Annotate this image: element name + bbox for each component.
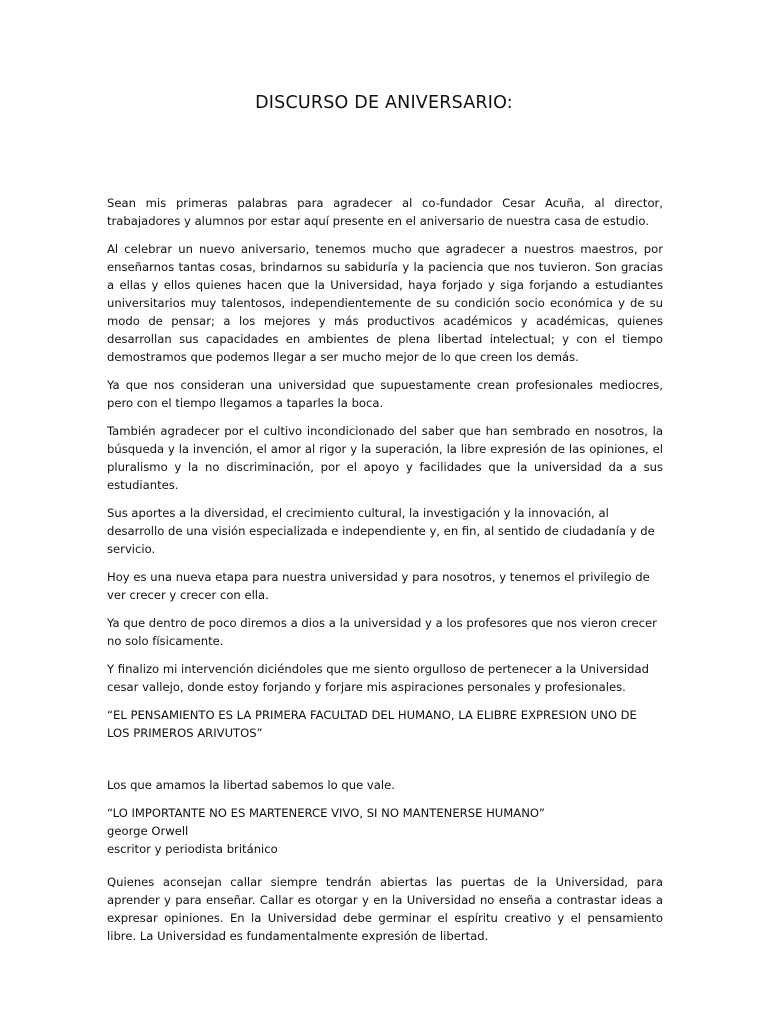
quote-author: george Orwell [107, 824, 189, 838]
paragraph-celebration: Al celebrar un nuevo aniversario, tenemos mucho que agradecer a nuestros maestros, por enseñarnos tantas cosas, brindarnos su sabiduría y la paciencia que nos tuvieron. Son gracias a ellas y ellos quienes hacen que la Universidad, haya forjado y siga forjando a estudiantes universitarios muy talentosos, independientemente de su condición socio económica y de su modo de pensar; a los mejores y más productivos académicos y académicas, quienes desarrollan sus capacidades en ambientes de plena libertad intelectual; y con el tiempo demostramos que podemos llegar a ser mucho mejor de lo que creen los demás. [107, 242, 663, 364]
paragraph-gratitude: También agradecer por el cultivo incondicionado del saber que han sembrado en nosotros, la búsqueda y la invención, el amor al rigor y la superación, la libre expresión de las opiniones, el pluralismo y la no discriminación, por el apoyo y facilidades que la universidad da a sus estudiantes. [107, 424, 663, 492]
document-body [107, 194, 663, 955]
paragraph-farewell: Ya que dentro de poco diremos a dios a la universidad y a los profesores que nos vieron crecer no solo físicamente. [107, 616, 657, 648]
quote-author-description: escritor y periodista británico [107, 842, 278, 856]
paragraph-university-freedom: Quienes aconsejan callar siempre tendrán abiertas las puertas de la Universidad, para aprender y para enseñar. Callar es otorgar y en la Universidad no enseña a contrastar ideas a expresar opiniones. En la Universidad debe germinar el espíritu creativo y el pensamiento libre. La Universidad es fundamentalmente expresión de libertad. [107, 875, 663, 943]
paragraph-contributions: Sus aportes a la diversidad, el crecimiento cultural, la investigación y la innovación, al desarrollo de una visión especializada e independiente y, en fin, al sentido de ciudadanía y de servicio. [107, 506, 655, 556]
spacer [107, 752, 663, 776]
quote-orwell: “LO IMPORTANTE NO ES MARTENERCE VIVO, SI NO MANTENERSE HUMANO” [107, 806, 545, 820]
paragraph-new-stage: Hoy es una nueva etapa para nuestra universidad y para nosotros, y tenemos el privilegio de ver crecer y crecer con ella. [107, 570, 650, 602]
document-title: DISCURSO DE ANIVERSARIO: [255, 93, 513, 113]
paragraph-freedom: Los que amamos la libertad sabemos lo que vale. [107, 778, 395, 792]
quote-thought: “EL PENSAMIENTO ES LA PRIMERA FACULTAD DEL HUMANO, LA ELIBRE EXPRESION UNO DE LOS PRIMEROS ARIVUTOS” [107, 708, 637, 740]
paragraph-opening: Sean mis primeras palabras para agradecer al co-fundador Cesar Acuña, al director, trabajadores y alumnos por estar aquí presente en el aniversario de nuestra casa de estudio. [107, 196, 663, 228]
paragraph-mediocre: Ya que nos consideran una universidad que supuestamente crean profesionales mediocres, pero con el tiempo llegamos a taparles la boca. [107, 378, 663, 410]
paragraph-closing: Y finalizo mi intervención diciéndoles que me siento orgulloso de pertenecer a la Universidad cesar vallejo, donde estoy forjando y forjare mis aspiraciones personales y profesionales. [107, 662, 649, 694]
orwell-quote-block [107, 804, 663, 858]
